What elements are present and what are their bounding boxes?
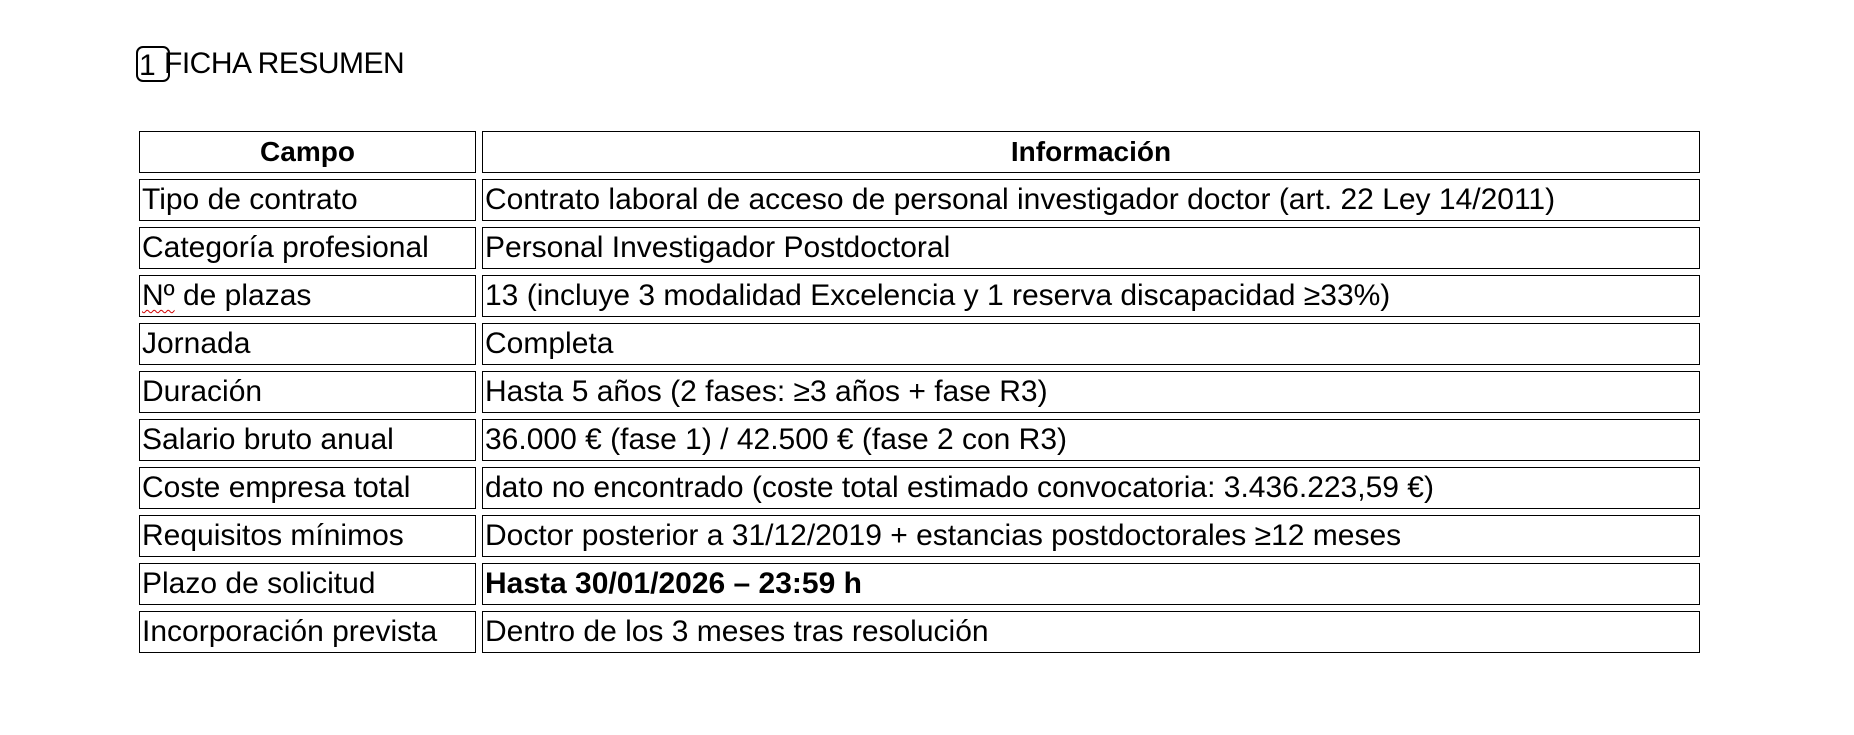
row-label: Tipo de contrato (139, 179, 476, 221)
heading-number: 1 (136, 46, 170, 82)
row-label: Duración (139, 371, 476, 413)
table-row (139, 323, 1700, 365)
row-label: Categoría profesional (139, 227, 476, 269)
row-value: Personal Investigador Postdoctoral (482, 227, 1700, 269)
table-row (139, 515, 1700, 557)
row-label: Jornada (139, 323, 476, 365)
row-value: 36.000 € (fase 1) / 42.500 € (fase 2 con R3) (482, 419, 1700, 461)
row-value: Dentro de los 3 meses tras resolución (482, 611, 1700, 653)
row-label: Coste empresa total (139, 467, 476, 509)
row-label: Requisitos mínimos (139, 515, 476, 557)
row-value: Doctor posterior a 31/12/2019 + estancias postdoctorales ≥12 meses (482, 515, 1700, 557)
table-row (139, 179, 1700, 221)
table-row (139, 563, 1700, 605)
row-value: Contrato laboral de acceso de personal investigador doctor (art. 22 Ley 14/2011) (482, 179, 1700, 221)
row-value: dato no encontrado (coste total estimado convocatoria: 3.436.223,59 €) (482, 467, 1700, 509)
row-label (139, 275, 476, 317)
row-value: Completa (482, 323, 1700, 365)
spellcheck-flagged-word: Nº (142, 279, 175, 312)
heading-title: FICHA RESUMEN (164, 47, 405, 80)
section-heading (136, 44, 404, 84)
table-row (139, 611, 1700, 653)
table-row (139, 275, 1700, 317)
row-value-deadline: Hasta 30/01/2026 – 23:59 h (482, 563, 1700, 605)
header-campo: Campo (139, 131, 476, 173)
table-row (139, 419, 1700, 461)
table-row (139, 467, 1700, 509)
table-row (139, 227, 1700, 269)
table-header-row (139, 131, 1700, 173)
row-label: Salario bruto anual (139, 419, 476, 461)
row-label: Plazo de solicitud (139, 563, 476, 605)
row-value: 13 (incluye 3 modalidad Excelencia y 1 reserva discapacidad ≥33%) (482, 275, 1700, 317)
row-value: Hasta 5 años (2 fases: ≥3 años + fase R3) (482, 371, 1700, 413)
row-label-text: de plazas (174, 279, 312, 312)
summary-table (133, 125, 1706, 659)
row-label: Incorporación prevista (139, 611, 476, 653)
table-row (139, 371, 1700, 413)
header-informacion: Información (482, 131, 1700, 173)
